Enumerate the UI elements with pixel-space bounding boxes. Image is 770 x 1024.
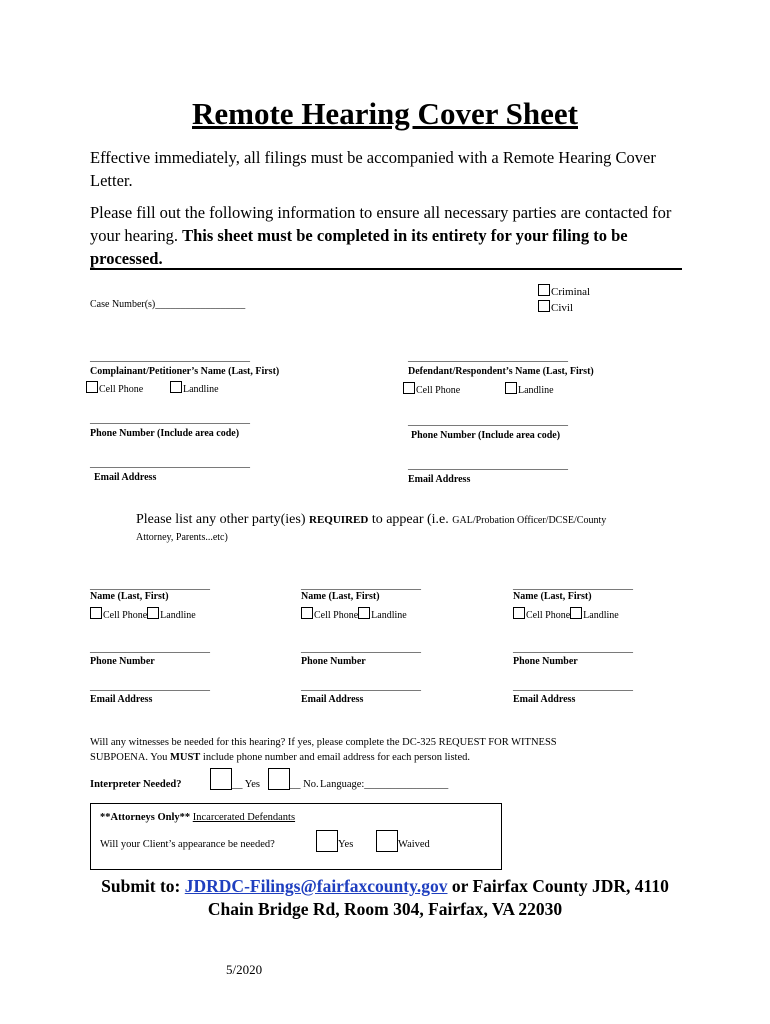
party-3-email-line[interactable]: ________________________ — [513, 681, 633, 692]
divider-rule — [90, 268, 682, 270]
must-text: MUST — [169, 752, 201, 763]
footer-date: 5/2020 — [226, 962, 263, 977]
complainant-landline-checkbox[interactable] — [170, 381, 182, 393]
criminal-option[interactable] — [538, 284, 590, 298]
submit-suffix: or Fairfax County JDR, 4110 — [451, 876, 669, 896]
other-parties-heading — [136, 512, 606, 528]
party-1-email-label: Email Address — [90, 694, 153, 705]
party-2-landline-label: Landline — [371, 610, 407, 621]
attorneys-only-text: **Attorneys Only** — [100, 812, 191, 823]
interpreter-yes-checkbox[interactable] — [210, 768, 232, 790]
party-3-name-line[interactable]: ________________________ — [513, 580, 633, 591]
criminal-label: Criminal — [551, 286, 591, 298]
complainant-cell-option[interactable] — [86, 381, 143, 395]
complainant-landline-option[interactable] — [170, 381, 219, 395]
party-1-email-line[interactable]: ________________________ — [90, 681, 210, 692]
appearance-waived-label: Waived — [398, 839, 430, 850]
party-2-cell-label: Cell Phone — [314, 610, 359, 621]
defendant-cell-label: Cell Phone — [416, 385, 461, 396]
complainant-cell-label: Cell Phone — [99, 384, 144, 395]
party-1-landline-label: Landline — [160, 610, 196, 621]
party-3-phone-line[interactable]: ________________________ — [513, 643, 633, 654]
party-1-phone-type[interactable] — [90, 607, 196, 621]
incarcerated-defendants-text: Incarcerated Defendants — [192, 812, 296, 823]
party-2-name-label: Name (Last, First) — [301, 591, 380, 602]
party-2-cell-checkbox[interactable] — [301, 607, 313, 619]
defendant-landline-label: Landline — [518, 385, 554, 396]
complainant-email-label: Email Address — [94, 472, 157, 483]
party-1-name-line[interactable]: ________________________ — [90, 580, 210, 591]
civil-option[interactable] — [538, 300, 573, 314]
other-examples-line2: Attorney, Parents...etc) — [136, 532, 228, 543]
defendant-landline-checkbox[interactable] — [505, 382, 517, 394]
party-2-landline-checkbox[interactable] — [358, 607, 370, 619]
intro-paragraph-2 — [90, 201, 690, 270]
other-prefix: Please list any other party(ies) — [136, 512, 306, 527]
submit-line-1 — [0, 876, 770, 897]
defendant-name-label: Defendant/Respondent’s Name (Last, First) — [408, 366, 594, 377]
interpreter-no-checkbox[interactable] — [268, 768, 290, 790]
party-2-name-line[interactable]: ________________________ — [301, 580, 421, 591]
complainant-cell-checkbox[interactable] — [86, 381, 98, 393]
party-3-email-label: Email Address — [513, 694, 576, 705]
party-2-email-line[interactable]: ________________________ — [301, 681, 421, 692]
interpreter-label: Interpreter Needed? — [90, 779, 182, 790]
witness-notice-line2 — [90, 752, 470, 763]
submit-email-link[interactable]: JDRDC-Filings@fairfaxcounty.gov — [184, 876, 448, 896]
defendant-phone-label: Phone Number (Include area code) — [411, 430, 561, 441]
language-field[interactable]: Language:________________ — [320, 779, 449, 790]
submit-prefix: Submit to: — [101, 876, 181, 896]
complainant-name-line[interactable]: ________________________________ — [90, 352, 250, 363]
witness-notice-line1: Will any witnesses be needed for this hearing? If yes, please complete the DC-325 REQUEST FOR WITNESS — [90, 737, 557, 748]
party-3-cell-checkbox[interactable] — [513, 607, 525, 619]
interpreter-yes-label: __ Yes — [232, 779, 261, 790]
witness-line2-prefix: SUBPOENA. You — [90, 752, 168, 763]
appearance-yes-checkbox[interactable] — [316, 830, 338, 852]
defendant-landline-option[interactable] — [505, 382, 554, 396]
defendant-phone-line[interactable]: ________________________________ — [408, 416, 568, 427]
civil-checkbox[interactable] — [538, 300, 550, 312]
complainant-landline-label: Landline — [183, 384, 219, 395]
criminal-checkbox[interactable] — [538, 284, 550, 296]
party-2-email-label: Email Address — [301, 694, 364, 705]
complainant-email-line[interactable]: ________________________________ — [90, 458, 250, 469]
defendant-name-line[interactable]: ________________________________ — [408, 352, 568, 363]
party-3-phone-label: Phone Number — [513, 656, 578, 667]
party-1-landline-checkbox[interactable] — [147, 607, 159, 619]
defendant-cell-checkbox[interactable] — [403, 382, 415, 394]
appearance-waived-checkbox[interactable] — [376, 830, 398, 852]
interpreter-no-label: __ No. — [290, 779, 319, 790]
witness-line2-suffix: include phone number and email address for each person listed. — [202, 752, 471, 763]
complainant-name-label: Complainant/Petitioner’s Name (Last, First) — [90, 366, 280, 377]
party-2-phone-line[interactable]: ________________________ — [301, 643, 421, 654]
other-examples: GAL/Probation Officer/DCSE/County — [452, 515, 607, 526]
intro-text: Please fill out the following information to ensure all necessary parties are contacted for your hearing. — [90, 203, 672, 245]
party-3-name-label: Name (Last, First) — [513, 591, 592, 602]
intro-bold-text: This sheet must be completed in its entirety for your filing to be processed. — [90, 226, 628, 268]
defendant-cell-option[interactable] — [403, 382, 460, 396]
case-number-field[interactable]: Case Number(s)__________________ — [90, 299, 246, 310]
party-1-phone-line[interactable]: ________________________ — [90, 643, 210, 654]
page-title: Remote Hearing Cover Sheet — [192, 96, 578, 131]
party-1-cell-label: Cell Phone — [103, 610, 148, 621]
defendant-email-line[interactable]: ________________________________ — [408, 460, 568, 471]
complainant-phone-label: Phone Number (Include area code) — [90, 428, 240, 439]
party-3-cell-label: Cell Phone — [526, 610, 571, 621]
party-3-landline-label: Landline — [583, 610, 619, 621]
party-3-phone-type[interactable] — [513, 607, 619, 621]
submit-line-2: Chain Bridge Rd, Room 304, Fairfax, VA 22030 — [207, 899, 563, 919]
party-3-landline-checkbox[interactable] — [570, 607, 582, 619]
complainant-phone-line[interactable]: ________________________________ — [90, 414, 250, 425]
party-2-phone-label: Phone Number — [301, 656, 366, 667]
appearance-yes-label: Yes — [338, 839, 354, 850]
other-middle: to appear (i.e. — [371, 512, 449, 527]
party-1-phone-label: Phone Number — [90, 656, 155, 667]
attorneys-heading — [100, 812, 295, 823]
intro-paragraph-1: Effective immediately, all filings must be accompanied with a Remote Hearing Cover Letter. — [90, 148, 656, 190]
party-2-phone-type[interactable] — [301, 607, 407, 621]
party-1-name-label: Name (Last, First) — [90, 591, 169, 602]
client-appearance-question: Will your Client’s appearance be needed? — [100, 839, 275, 850]
required-text: REQUIRED — [309, 514, 369, 526]
civil-label: Civil — [551, 302, 574, 314]
party-1-cell-checkbox[interactable] — [90, 607, 102, 619]
defendant-email-label: Email Address — [408, 474, 471, 485]
